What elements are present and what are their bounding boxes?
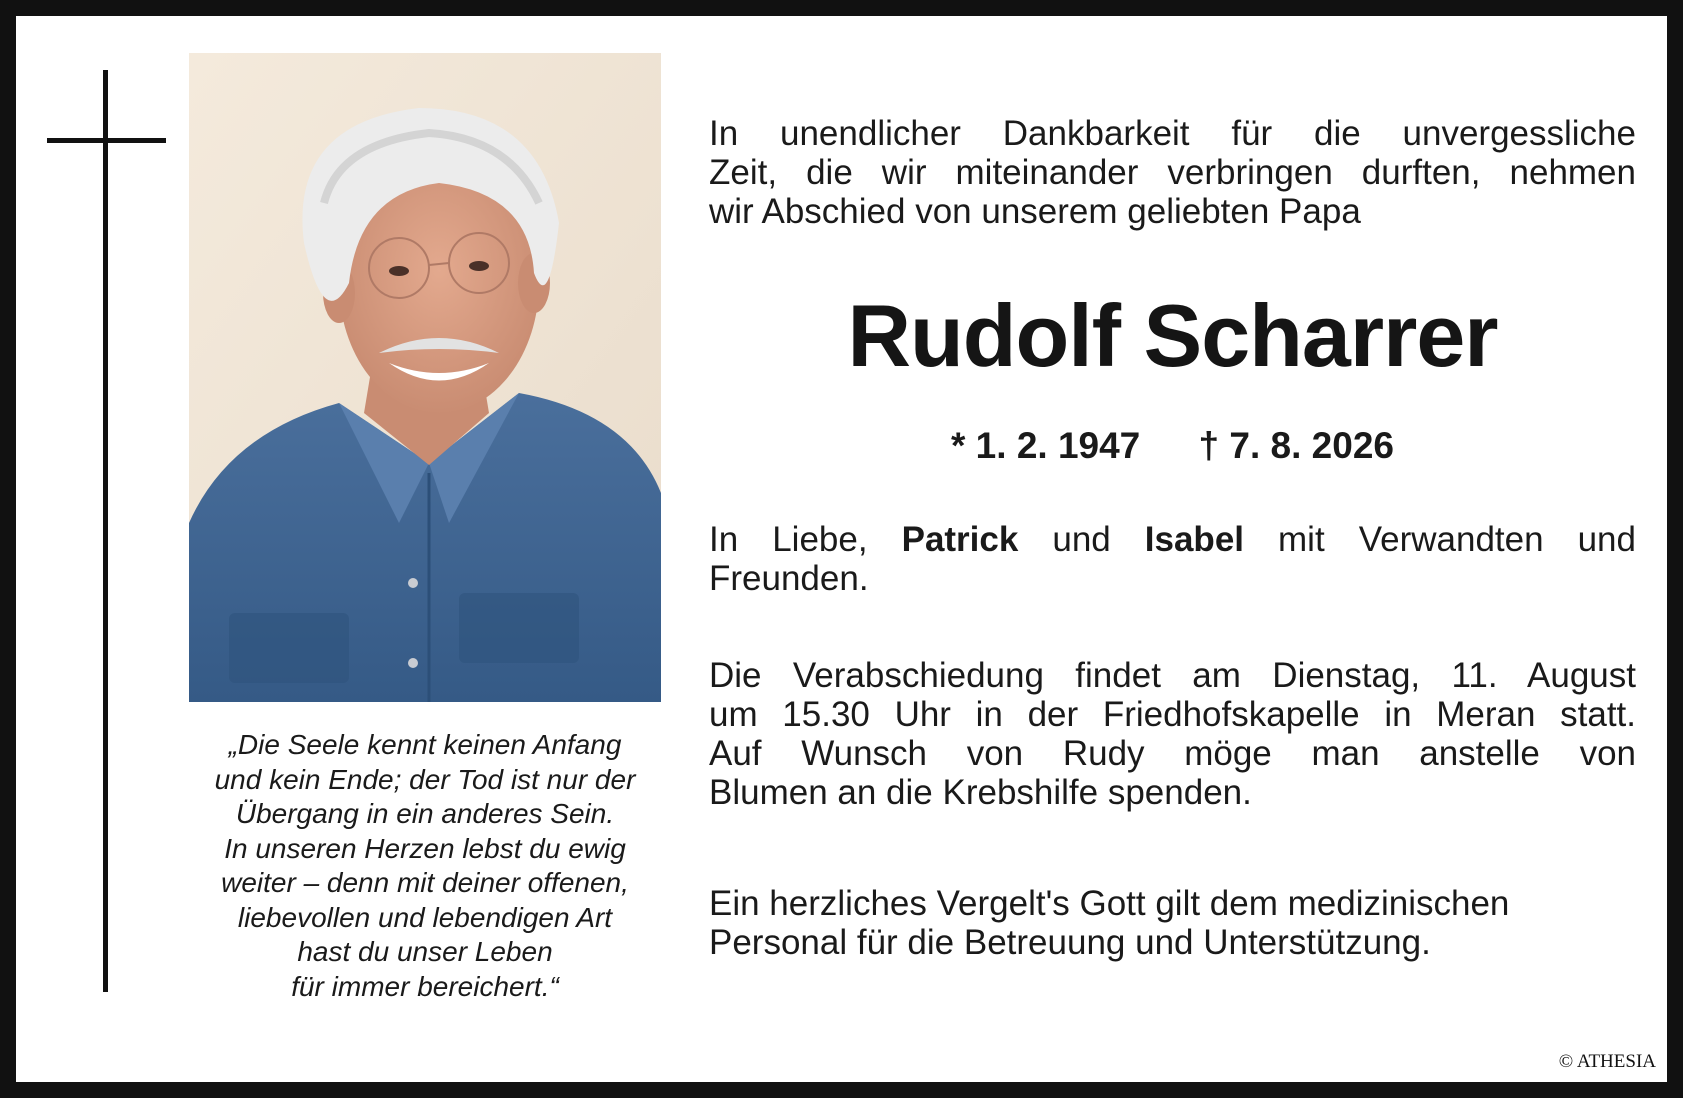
quote-line: Übergang in ein anderes Sein. (235, 798, 615, 829)
family-line-2: Freunden. (709, 559, 869, 598)
ceremony-line: um 15.30 Uhr in der Friedhofskapelle in Meran statt. (709, 695, 1636, 734)
quote-line: „Die Seele kennt keinen Anfang (228, 729, 622, 760)
quote-line: und kein Ende; der Tod ist nur der (214, 763, 636, 795)
quote-line: hast du unser Leben (297, 936, 553, 967)
ceremony-line: Auf Wunsch von Rudy möge man anstelle von (709, 734, 1636, 773)
birth-date: * 1. 2. 1947 (951, 425, 1141, 466)
life-dates (709, 424, 1636, 468)
ceremony-line: Die Verabschiedung findet am Dienstag, 11. August (709, 656, 1636, 695)
family-name-patrick: Patrick (901, 520, 1019, 559)
family-text (709, 520, 1636, 598)
deceased-name: Rudolf Scharrer (847, 286, 1498, 385)
family-conj: und (1052, 520, 1111, 559)
quote-line: für immer bereichert.“ (291, 970, 559, 1002)
thanks-line: Personal für die Betreuung und Unterstützung. (709, 923, 1431, 962)
family-suffix: mit Verwandten und (1278, 520, 1636, 559)
quote-line: In unseren Herzen lebst du ewig (224, 832, 626, 864)
cross-icon-horizontal (47, 138, 166, 143)
ceremony-text (709, 656, 1636, 812)
family-name-isabel: Isabel (1144, 520, 1245, 559)
memorial-quote (180, 728, 670, 1004)
intro-text (709, 114, 1636, 231)
copyright-notice: © ATHESIA (1558, 1051, 1656, 1072)
ceremony-line: Blumen an die Krebshilfe spenden. (709, 773, 1252, 812)
portrait-photo (189, 53, 661, 702)
thanks-text (709, 884, 1636, 962)
quote-line: liebevollen und lebendigen Art (237, 901, 613, 933)
intro-line: Zeit, die wir miteinander verbringen durften, nehmen (709, 153, 1636, 192)
quote-line: weiter – denn mit deiner offenen, (221, 867, 629, 898)
intro-line: wir Abschied von unserem geliebten Papa (709, 192, 1361, 231)
family-prefix: In Liebe, (709, 520, 868, 559)
intro-line: In unendlicher Dankbarkeit für die unvergessliche (709, 114, 1636, 153)
cross-icon-vertical (103, 70, 108, 992)
thanks-line: Ein herzliches Vergelt's Gott gilt dem medizinischen (709, 884, 1510, 923)
death-date: † 7. 8. 2026 (1198, 425, 1394, 466)
family-line (709, 520, 1636, 559)
